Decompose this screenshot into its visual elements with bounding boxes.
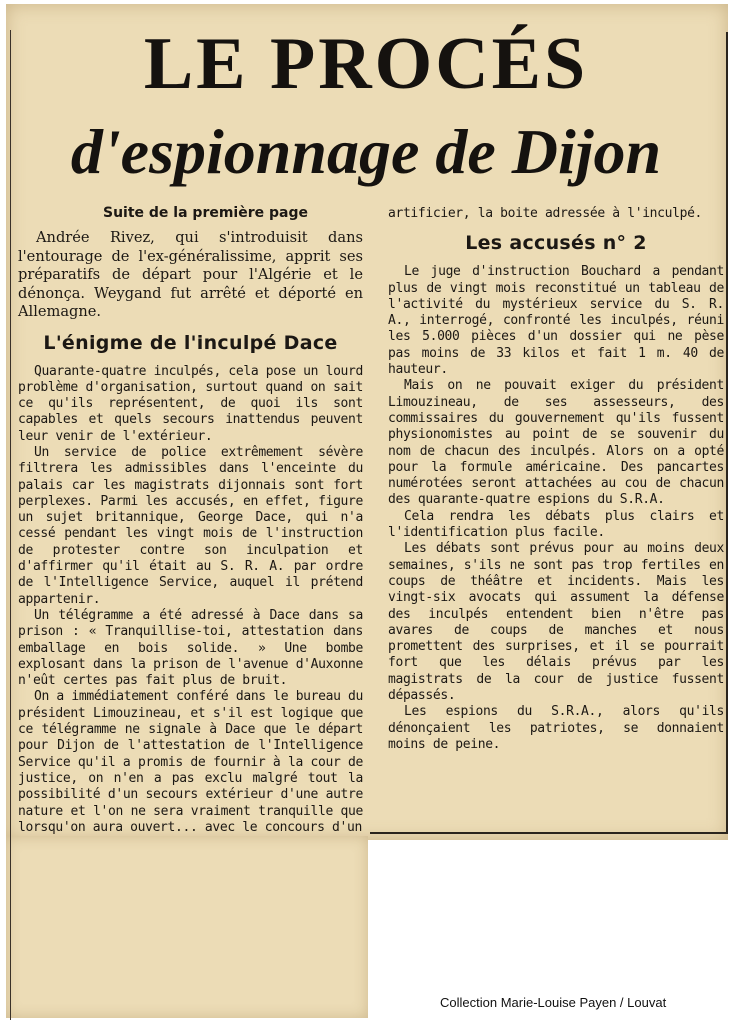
body-paragraph: Un télégramme a été adressé à Dace dans sa prison : « Tranquillise-toi, attestation dans emballage en bois solide. » Une bombe explosant dans la prison de l'avenue d'Auxonne n'eût certes pas fait plus de bruit. <box>18 607 363 689</box>
body-paragraph: Cela rendra les débats plus clairs et l'identification plus facile. <box>388 508 724 541</box>
section-heading-enigme: L'énigme de l'inculpé Dace <box>43 331 338 354</box>
headline-line-2: d'espionnage de Dijon <box>70 116 662 187</box>
right-column <box>388 206 724 753</box>
body-paragraph: Les débats sont prévus pour au moins deux semaines, s'ils ne sont pas trop fertiles en coups de théâtre et incidents. Mais les vingt-six avocats qui assument la défense des inculpés entendent bien n'être pas avares de coups de manches et nous promettent des surprises, et il se pourrait fort que les délais prévus par les magistrats de la cour de justice fussent dépassés. <box>388 541 724 704</box>
body-paragraph: On a immédiatement conféré dans le bureau du président Limouzineau, et s'il est logique que ce télégramme ne signale à Dace que le départ pour Dijon de l'attestation de l'Intelligence Service qu'il a promis de fournir à la cour de justice, on n'en a pas exclu malgré tout la possibilité d'un secours extérieur d'une autre nature et l'on ne sera vraiment tranquille que lorsqu'on aura ouvert... avec le concours d'un <box>18 689 363 835</box>
section-heading-accuses: Les accusés n° 2 <box>465 232 647 255</box>
body-paragraph-continued: artificier, la boite adressée à l'inculpé. <box>388 206 703 221</box>
body-paragraph: Mais on ne pouvait exiger du président Limouzineau, de ses assesseurs, des commissaires du gouvernement qu'ils fussent physionomistes au point de se souvenir du nom de chacun des inculpés. Alors on a opté pour la formule américaine. Des pancartes numérotées seront attachées au cou de chacun des quarante-quatre espions du S.R.A. <box>388 378 724 508</box>
body-paragraph: Un service de police extrêmement sévère filtrera les admissibles dans l'enceinte du palais car les magistrats dijonnais sont fort perplexes. Parmi les accusés, en effet, figure un sujet britannique, George Dace, qui n'a cessé pendant les vingt mois de l'instruction de protester contre son inculpation et d'affirmer qu'il était au S. R. A. par ordre de l'Intelligence Service, auquel il prétend appartenir. <box>18 444 363 607</box>
lead-paragraph: Andrée Rivez, qui s'introduisit dans l'entourage de l'ex-généralissime, apprit ses préparatifs de départ pour l'Algérie et le dénonça. Weygand fut arrêté et déporté en Allemagne. <box>18 229 363 320</box>
left-column <box>18 205 363 836</box>
collection-credit: Collection Marie-Louise Payen / Louvat <box>440 995 667 1010</box>
paper-sheet-bottom <box>6 836 368 1018</box>
body-paragraph: Quarante-quatre inculpés, cela pose un lourd problème d'organisation, surtout quand on sait ce qu'ils représentent, de quoi ils sont capables et quels secours inattendus peuvent leur venir de l'extérieur. <box>18 363 363 444</box>
body-paragraph: Le juge d'instruction Bouchard a pendant plus de vingt mois reconstitué un tableau de l'activité du mystérieux service du S. R. A., interrogé, confronté les inculpés, réuni les 5.000 pièces d'un dossier qui ne pèse pas moins de 33 kilos et fait 1 m. 40 de hauteur. <box>388 264 724 378</box>
headline-line-1: LE PROCÉS <box>143 23 589 105</box>
body-paragraph: Les espions du S.R.A., alors qu'ils dénonçaient les patriotes, se donnaient moins de peine. <box>388 704 724 752</box>
continuation-label: Suite de la première page <box>103 205 308 221</box>
